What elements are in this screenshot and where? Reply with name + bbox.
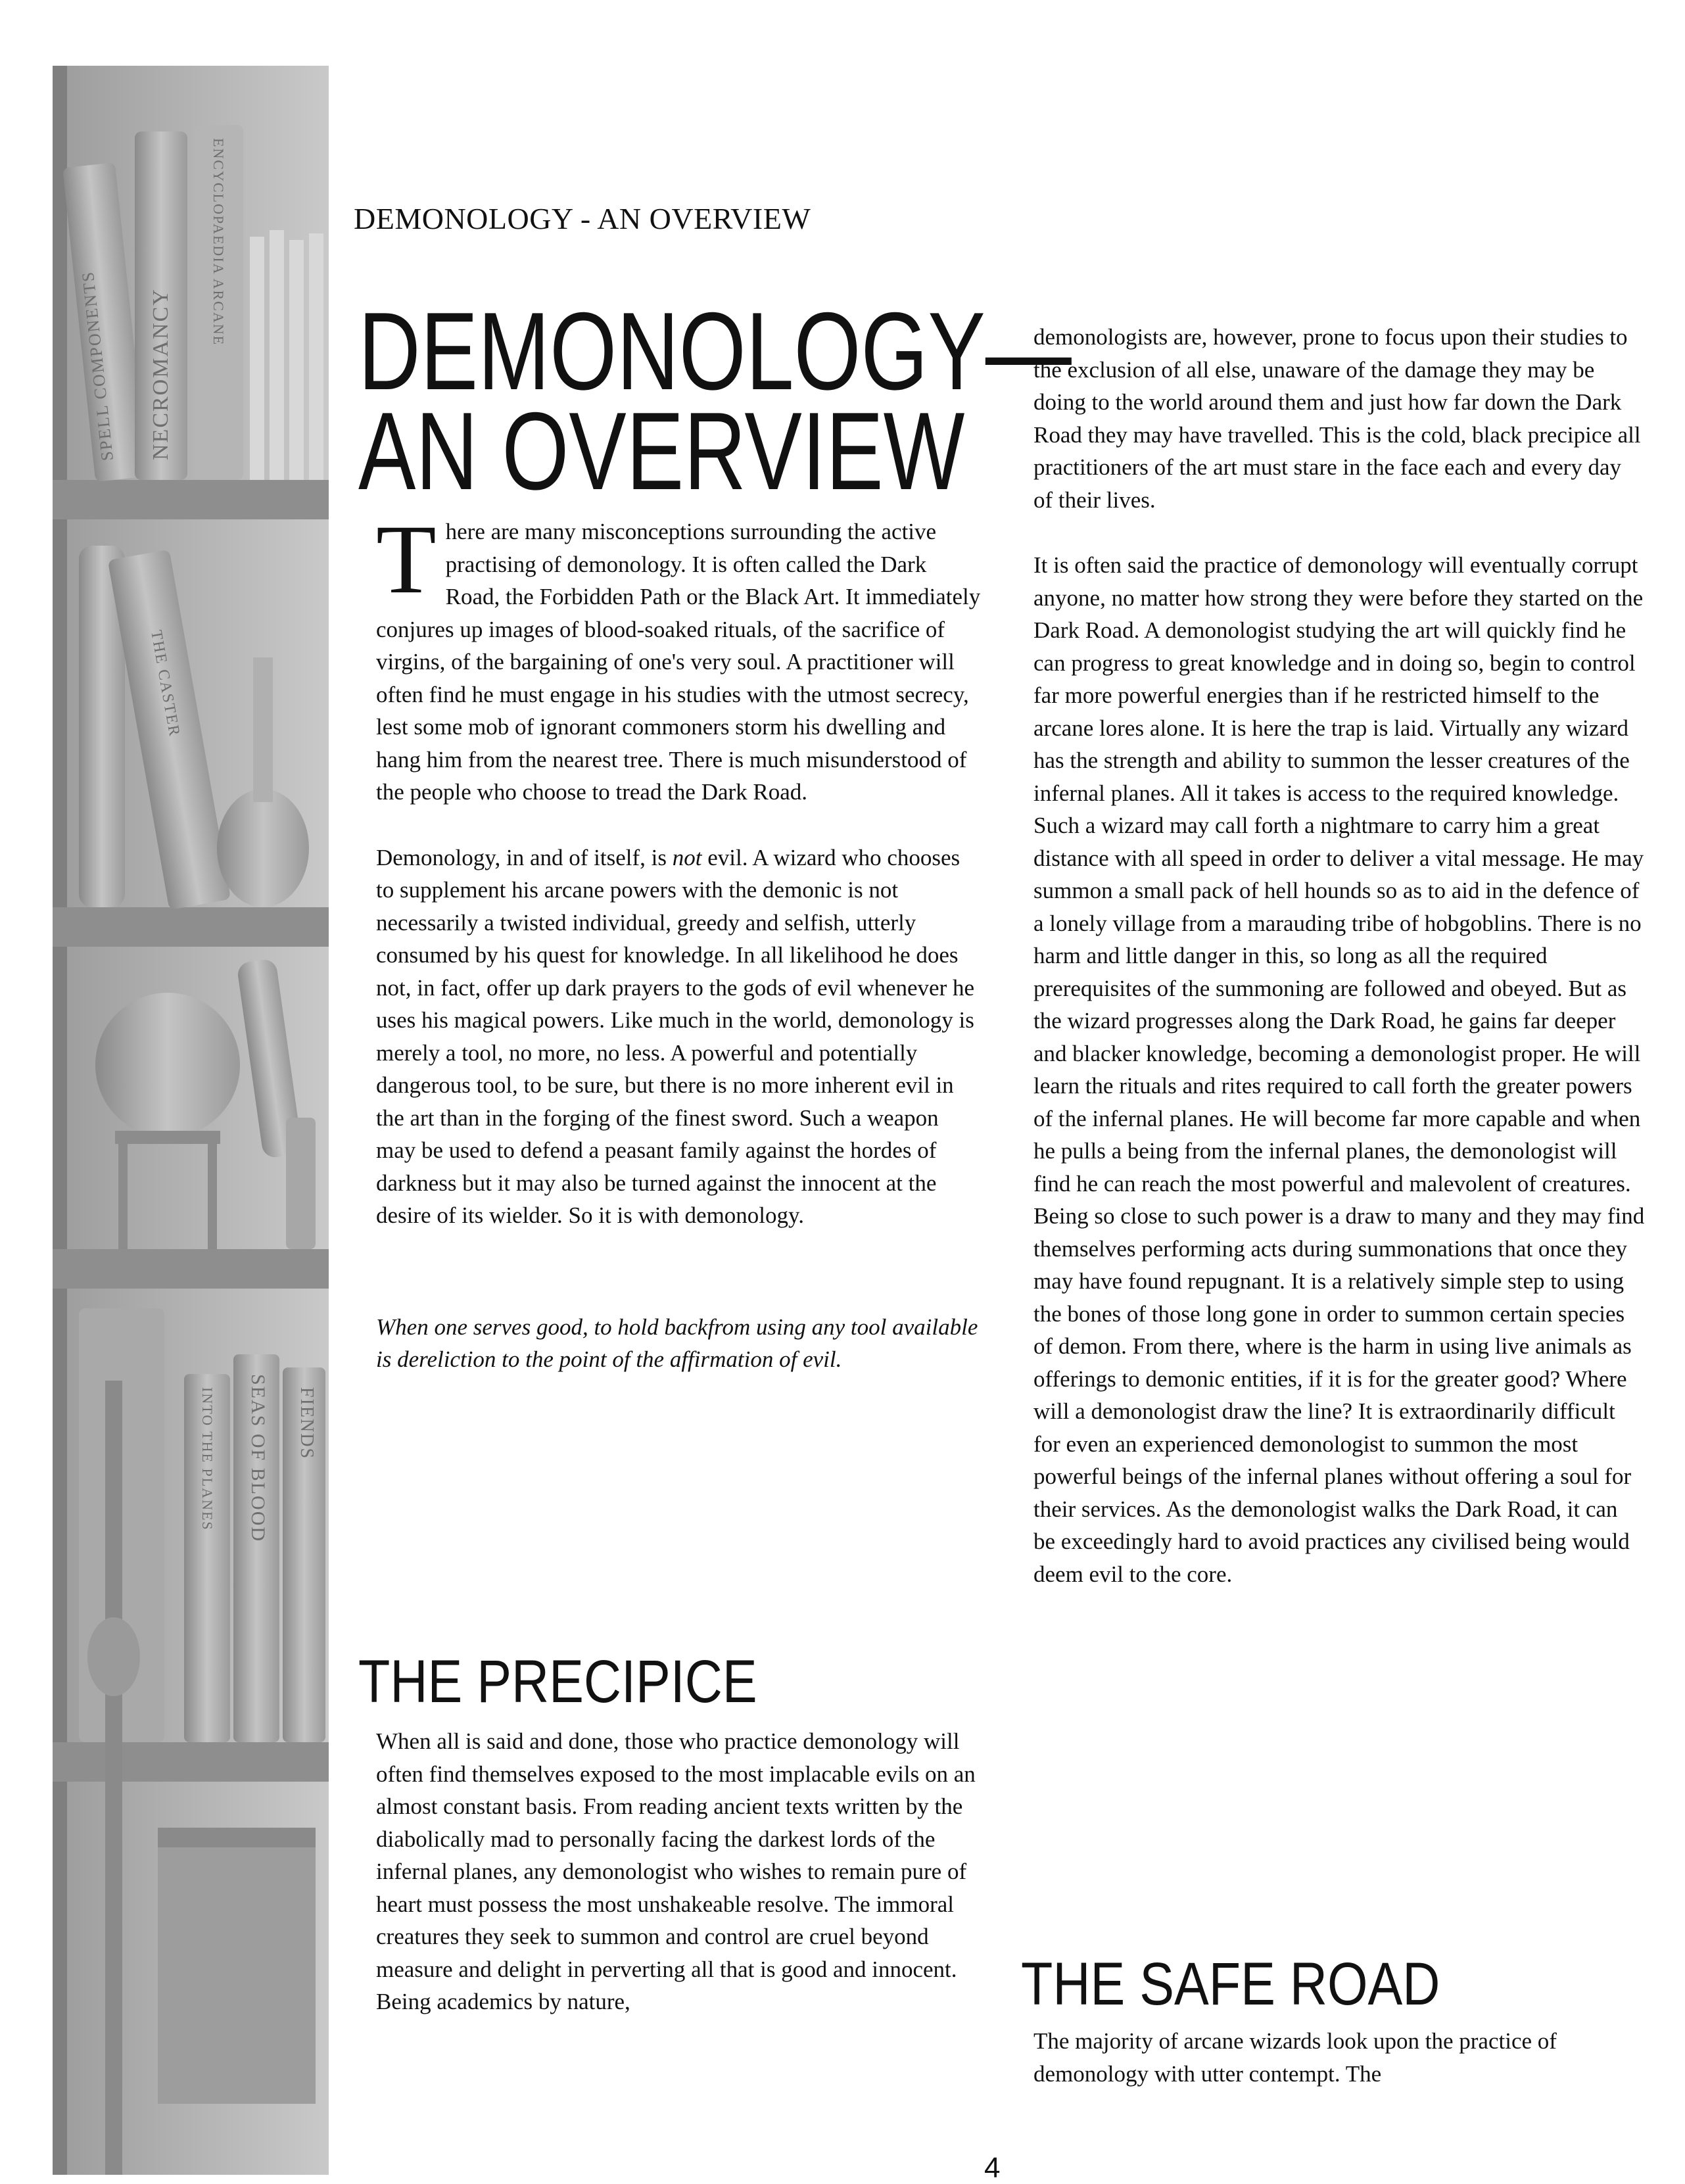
heading-the-precipice: THE PRECIPICE [358, 1648, 757, 1715]
book-title-spell-components: SPELL COMPONENTS [78, 270, 117, 462]
drop-cap: T [376, 505, 437, 614]
right-paragraph-2: It is often said the practice of demonology will eventually corrupt anyone, no matter how strong they were before they started on the Dark Road. A demonologist studying the art will quickly find he can progress to great knowledge and in doing so, begin to control far more powerful energies than if he restricted himself to the arcane lores alone. It is here the trap is laid. Virtually any wizard has the strength and ability to summon the lesser creatures of the infernal planes. All it takes is access to the required knowledge. Such a wizard may call forth a nightmare to carry him a great distance with all speed in order to deliver a vital message. He may summon a small pack of hell hounds so as to aid in the defence of a lonely village from a marauding tribe of hobgoblins. There is no harm and little danger in this, so long as all the required prerequisites of the summoning are followed and obeyed. But as the wizard progresses along the Dark Road, he gains far deeper and blacker knowledge, becoming a demonologist proper. He will learn the rituals and rites required to call forth the greater powers of the infernal planes. He will become far more capable and when he pulls a being from the infernal planes, the demonologist will find he can reach the most powerful and malevolent of creatures. Being so close to such power is a draw to many and they may find themselves performing acts during summonations that once they may have found repugnant. It is a relatively simple step to using the bones of those long gone in order to summon certain species of demon. From there, where is the harm in using live animals as offerings to demonic entities, if it is for the greater good? Where will a demonologist draw the line? It is extraordinarily difficult for even an experienced demonologist to summon the most powerful beings of the infernal planes without offering a soul for their services. As the demonologist walks the Dark Road, it can be exceedingly hard to avoid practices any civilised being would deem evil to the core. [1033, 552, 1645, 1587]
book-title-caster: THE CASTER [147, 629, 183, 739]
precipice-section [376, 1725, 981, 2018]
book-title-necromancy: NECROMANCY [149, 288, 173, 460]
book-title-planes: INTO THE PLANES [199, 1387, 216, 1531]
book-title-encyclopaedia: ENCYCLOPAEDIA ARCANE [210, 138, 227, 346]
right-column [1033, 321, 1645, 1590]
book-title-fiends: FIENDS [297, 1387, 317, 1460]
precipice-paragraph: When all is said and done, those who practice demonology will often find themselves exposed to the most implacable evils on an almost constant basis. From reading ancient texts written by the diabolically mad to personally facing the darkest lords of the infernal planes, any demonologist who wishes to remain pure of heart must possess the most unshakeable resolve. The immoral creatures they seek to summon and control are cruel beyond measure and delight in perverting all that is good and innocent. Being academics by nature, [376, 1728, 976, 2014]
right-paragraph-1: demonologists are, however, prone to focus upon their studies to the exclusion of all else, unaware of the damage they may be doing to the world around them and just how far down the Dark Road they may have travelled. This is the cold, black precipice all practitioners of the art must stare in the face each and every day of their lives. [1033, 324, 1641, 513]
page-title [358, 289, 1072, 513]
safe-road-paragraph: The majority of arcane wizards look upon the practice of demonology with utter contempt. The [1033, 2028, 1557, 2087]
demonology-not-evil-paragraph [376, 842, 981, 1232]
intro-paragraph [376, 505, 981, 809]
para2-before: Demonology, in and of itself, is [376, 844, 673, 870]
running-head: DEMONOLOGY - AN OVERVIEW [354, 202, 811, 235]
title-line-1: DEMONOLOGY— [358, 289, 1072, 413]
title-line-2: AN OVERVIEW [358, 389, 965, 513]
pull-quote: When one serves good, to hold backfrom using any tool available is dereliction to the point of the affirmation of evil. [376, 1314, 978, 1372]
safe-road-section [1033, 2025, 1645, 2090]
page-number: 4 [984, 2152, 1001, 2184]
heading-the-safe-road: THE SAFE ROAD [1021, 1951, 1440, 2018]
book-title-seas: SEAS OF BLOOD [247, 1374, 269, 1543]
intro-text: here are many misconceptions surrounding the active practising of demonology. It is often called the Dark Road, the Forbidden Path or the Black Art. It immediately conjures up images of blood-soaked rituals, of the sacrifice of virgins, of the bargaining of one's very soul. A practitioner will often find he must engage in his studies with the utmost secrecy, lest some mob of ignorant commoners storm his dwelling and hang him from the nearest tree. There is much misunderstood of the people who choose to tread the Dark Road. [376, 519, 981, 805]
left-column [376, 505, 981, 1399]
para2-after: evil. A wizard who chooses to supplement his arcane powers with the demonic is not necessarily a twisted individual, greedy and selfish, utterly consumed by his quest for knowledge. In all likelihood he does not, in fact, offer up dark prayers to the gods of evil whenever he uses his magical powers. Like much in the world, demonology is merely a tool, no more, no less. A powerful and potentially dangerous tool, to be sure, but there is no more inherent evil in the art than in the forging of the finest sword. Such a weapon may be used to defend a peasant family against the hordes of darkness but it may also be turned against the innocent at the desire of its wielder. So it is with demonology. [376, 844, 975, 1228]
para2-emphasis: not [672, 844, 702, 870]
bookshelf-illustration [53, 66, 329, 2175]
